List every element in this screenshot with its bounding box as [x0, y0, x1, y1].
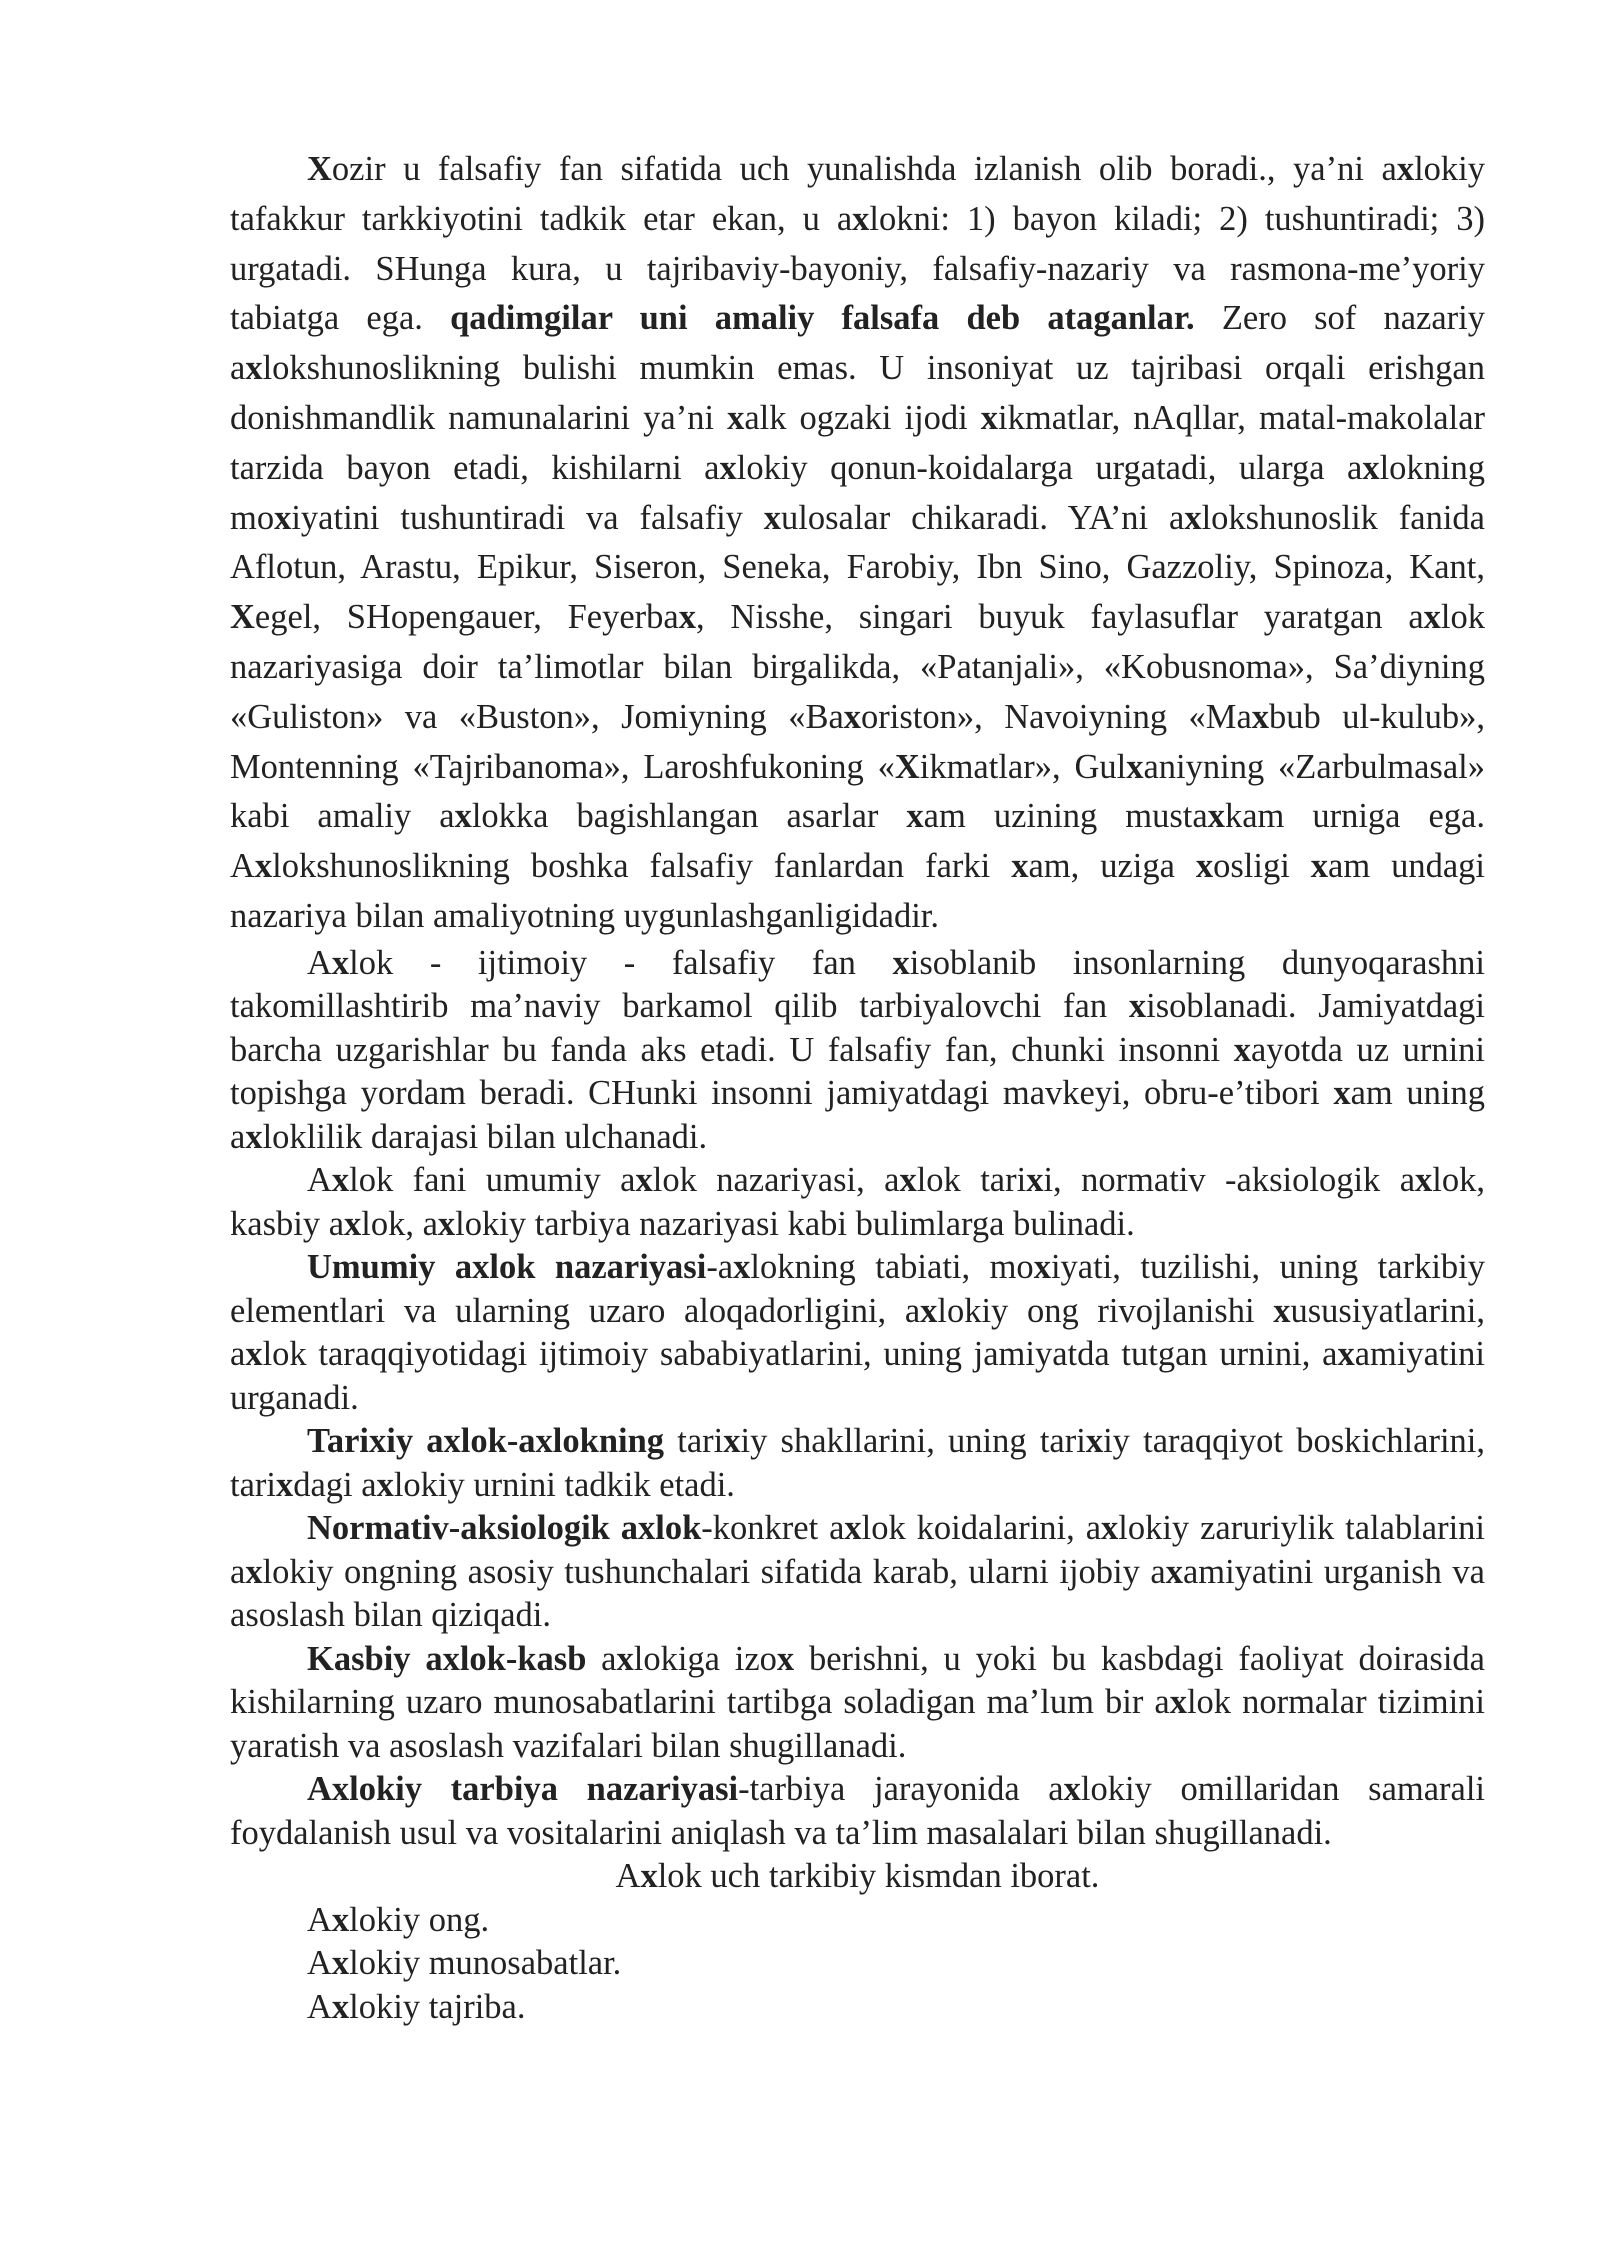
text-run: aniyning «Zarbulmasal» kabi amaliy a	[230, 747, 1485, 836]
bold-text: Tarixiy axlok-axlokning	[307, 1422, 665, 1461]
text-run: A	[307, 943, 332, 982]
bold-text: x	[1011, 847, 1029, 886]
paragraph-general-theory	[230, 1246, 1485, 1420]
bold-text: x	[920, 1291, 938, 1330]
bold-text: x	[776, 1639, 795, 1678]
text-run: lokiy omillaridan samarali foydalanish usul va vositalarini aniqlash va ta’lim masalalari bilan shugillanadi.	[230, 1770, 1486, 1852]
text-run: am undagi nazariya bilan amaliyotning uygunlashganligidadir.	[230, 847, 1486, 935]
text-run: egel, SHopengauer, Feyerba	[254, 598, 679, 637]
text-run: lokiy tarbiya nazariyasi kabi bulimlarga bulinadi.	[455, 1204, 1135, 1243]
bold-text: x	[454, 797, 472, 836]
text-run: tari	[664, 1422, 724, 1461]
text-run: lokiga izo	[633, 1639, 777, 1678]
bold-text: X	[230, 598, 255, 637]
text-run: lokiy urnini tadkik etadi.	[393, 1465, 735, 1504]
text-run: ikmatlar, nAqllar, matal-makolalar tarzida bayon etadi, kishilarni a	[230, 398, 1485, 487]
section-heading	[230, 1855, 1485, 1899]
bold-text: X	[894, 747, 920, 786]
paragraph-normative-ethics	[230, 1507, 1485, 1638]
text-run: lokni: 1) bayon kiladi; 2) tushuntiradi; 3) urgatadi. SHunga kura, u tajribaviy-bayoniy, falsafiy-nazariy va rasmona-me’yoriy tabiatga ega.	[230, 199, 1485, 338]
bold-text: x	[254, 847, 273, 886]
bold-text: x	[892, 943, 910, 982]
text-run: ozir u falsafiy fan sifatida uch yunalishda izlanish olib boradi., ya’ni a	[331, 150, 1397, 188]
bold-text: x	[331, 1944, 350, 1983]
bold-text: x	[1423, 598, 1441, 637]
text-run: lokiy ongning asosiy tushunchalari sifatida karab, ularni ijobiy a	[262, 1552, 1166, 1591]
paragraph-intro	[230, 145, 1485, 942]
bold-text: x	[1184, 498, 1202, 537]
bold-text: x	[1165, 1552, 1183, 1591]
bold-text: x	[1101, 1509, 1119, 1548]
text-run: lokiy zaruriylik talablarini a	[230, 1509, 1486, 1591]
bold-text: x	[1085, 1422, 1104, 1461]
list-item	[230, 1899, 1485, 1943]
text-run: berishni, u yoki bu kasbdagi faoliyat doirasida kishilarning uzaro munosabatlarini tartibga soladigan ma’lum bir a	[230, 1639, 1485, 1722]
text-run: iyati, tuzilishi, uning tarkibiy elementlari va ularning uzaro aloqadorligini, a	[230, 1248, 1485, 1330]
text-run: A	[307, 1944, 332, 1983]
bold-text: x	[723, 1422, 741, 1461]
text-run: lok koidalarini, a	[861, 1509, 1102, 1548]
bold-text: x	[376, 1465, 394, 1504]
bold-text: x	[1333, 1074, 1351, 1113]
bold-text: x	[1233, 1030, 1251, 1069]
bold-text: qadimgilar uni amaliy falsafa deb ataganlar.	[450, 299, 1195, 338]
text-run: lokiy ong.	[349, 1900, 490, 1939]
text-run: lok uch tarkibiy kismdan iborat.	[657, 1857, 1100, 1896]
bold-text: x	[616, 1639, 634, 1678]
text-run: lokiy qonun-koidalarga urgatadi, ularga a	[736, 448, 1363, 487]
bold-text: Axlokiy tarbiya nazariyasi	[307, 1770, 739, 1809]
text-run: A	[307, 1900, 332, 1939]
bold-text: x	[1026, 1161, 1044, 1200]
text-run: -tarbiya jarayonida a	[738, 1770, 1064, 1809]
bold-text: x	[1415, 1161, 1433, 1200]
text-run: am uning a	[230, 1074, 1486, 1156]
text-run: lok taraqqiyotidagi ijtimoiy sababiyatlarini, uning jamiyatda tutgan urnini, a	[262, 1335, 1338, 1374]
text-run: lokshunoslikning bulishi mumkin emas. U insoniyat uz tajribasi orqali erishgan donishmandlik namunalarini ya’ni	[230, 349, 1485, 437]
text-run: am, uziga	[1028, 847, 1196, 886]
text-run: isoblanadi. Jamiyatdagi barcha uzgarishlar bu fanda aks etadi. U falsafiy fan, chunki insonni	[230, 987, 1485, 1069]
text-run: lokning mo	[230, 448, 1486, 537]
paragraph-professional-ethics	[230, 1638, 1485, 1769]
text-run: lokiy tafakkur tarkkiyotini tadkik etar ekan, u a	[230, 150, 1485, 238]
text-run: lok, a	[361, 1204, 438, 1243]
text-run: A	[307, 1987, 332, 2026]
text-run: lok - ijtimoiy - falsafiy fan	[349, 943, 893, 982]
paragraph-axlok-definition	[230, 942, 1485, 1160]
bold-text: x	[1207, 797, 1225, 836]
bold-text: x	[852, 199, 870, 238]
bold-text: x	[1128, 987, 1147, 1026]
bold-text: x	[844, 1509, 862, 1548]
bold-text: x	[245, 349, 263, 388]
list-item	[230, 1986, 1485, 2030]
text-run: alk ogzaki ijodi	[744, 398, 981, 437]
text-run: amiyatini urganadi.	[230, 1335, 1485, 1417]
text-run: iyatini tushuntiradi va falsafiy	[291, 498, 764, 537]
text-run: ayotda uz urnini topishga yordam beradi. CHunki insonni jamiyatdagi mavkeyi, obru-e’tibori	[230, 1030, 1485, 1113]
bold-text: x	[1310, 847, 1329, 886]
bold-text: x	[331, 1161, 350, 1200]
text-run: ikmatlar», Gul	[919, 747, 1127, 786]
text-run: lokiy munosabatlar.	[349, 1944, 622, 1983]
text-run: oriston», Navoiyning «Ma	[861, 697, 1252, 736]
text-run: lokiy tajriba.	[349, 1987, 526, 2026]
text-run: a	[586, 1639, 617, 1678]
bold-text: x	[331, 1987, 350, 2026]
bold-text: x	[245, 1117, 263, 1156]
text-run: kam urniga ega. A	[230, 797, 1485, 886]
text-run: -a	[706, 1248, 734, 1287]
document-page	[230, 145, 1485, 2029]
text-run: lok normalar tizimini yaratish va asoslash vazifalari bilan shugillanadi.	[230, 1683, 1485, 1765]
bold-text: x	[245, 1335, 263, 1374]
bold-text: x	[1126, 747, 1144, 786]
text-run: lok nazariyasiga doir ta’limotlar bilan birgalikda, «Patanjali», «Kobusnoma», Sa’diyning «Guliston» va «Buston», Jomiyning «Ba	[230, 598, 1485, 736]
bold-text: x	[733, 1248, 751, 1287]
bold-text: x	[275, 1465, 294, 1504]
paragraph-axlok-sections	[230, 1159, 1485, 1246]
bold-text: x	[980, 398, 999, 437]
bold-text: x	[635, 1161, 653, 1200]
bold-text: x	[1195, 847, 1214, 886]
bold-text: x	[1033, 1248, 1051, 1287]
text-run: -konkret a	[701, 1509, 845, 1548]
bold-text: x	[640, 1857, 658, 1896]
bold-text: x	[1063, 1770, 1081, 1809]
bold-text: x	[843, 697, 862, 736]
bold-text: x	[1169, 1683, 1187, 1722]
bold-text: x	[1251, 697, 1270, 736]
text-run: A	[615, 1857, 641, 1896]
bold-text: x	[274, 498, 292, 537]
text-run: iy taraqqiyot boskichlarini, tari	[230, 1422, 1485, 1504]
bold-text: x	[331, 1900, 350, 1939]
bold-text: Kasbiy axlok-kasb	[307, 1639, 587, 1678]
text-run: lokshunoslikning boshka falsafiy fanlardan farki	[272, 847, 1012, 886]
text-run: ususiyatlarini, a	[230, 1291, 1485, 1374]
text-run: i, normativ -aksiologik a	[1043, 1161, 1416, 1200]
bold-text: X	[307, 150, 332, 188]
bold-text: x	[245, 1552, 263, 1591]
bold-text: x	[344, 1204, 362, 1243]
text-run: lok tari	[916, 1161, 1027, 1200]
text-run: isoblanib insonlarning dunyoqarashni takomillashtirib ma’naviy barkamol qilib tarbiyalovchi fan	[230, 943, 1485, 1026]
bold-text: x	[678, 598, 696, 637]
text-run: lokshunoslik fanida Aflotun, Arastu, Epikur, Siseron, Seneka, Farobiy, Ibn Sino, Gazzoliy, Spinoza, Kant,	[230, 498, 1485, 587]
text-run: ulosalar chikaradi. YA’ni a	[781, 498, 1185, 537]
bold-text: x	[906, 797, 924, 836]
text-run: lokiy ong rivojlanishi	[937, 1291, 1274, 1330]
bold-text: x	[1337, 1335, 1355, 1374]
bold-text: Normativ-aksiologik axlok	[307, 1509, 702, 1548]
text-run: dagi a	[293, 1465, 377, 1504]
text-run: amiyatini urganish va asoslash bilan qiziqadi.	[230, 1552, 1485, 1635]
paragraph-moral-education-theory	[230, 1768, 1485, 1855]
text-run: , Nisshe, singari buyuk faylasuflar yaratgan a	[695, 598, 1424, 637]
bold-text: x	[727, 398, 745, 437]
text-run: am uzining musta	[923, 797, 1208, 836]
text-run: lokka bagishlangan asarlar	[471, 797, 907, 836]
bold-text: Umumiy axlok nazariyasi	[307, 1248, 707, 1287]
bold-text: x	[1396, 150, 1415, 188]
text-run: lok nazariyasi, a	[652, 1161, 900, 1200]
text-run: iy shakllarini, uning tari	[740, 1422, 1086, 1461]
text-run: A	[307, 1161, 332, 1200]
text-run: bub ul-kulub», Montenning «Tajribanoma», Laroshfukoning «	[230, 697, 1485, 786]
text-run: Zero sof nazariy a	[230, 299, 1485, 388]
text-run: lokning tabiati, mo	[750, 1248, 1034, 1287]
list-item	[230, 1942, 1485, 1986]
paragraph-historical-ethics	[230, 1420, 1485, 1507]
text-run: lok, kasbiy a	[230, 1161, 1485, 1243]
bold-text: x	[437, 1204, 456, 1243]
text-run: lok fani umumiy a	[349, 1161, 636, 1200]
bold-text: x	[331, 943, 350, 982]
bold-text: x	[763, 498, 782, 537]
text-run: osligi	[1213, 847, 1311, 886]
bold-text: x	[899, 1161, 917, 1200]
bold-text: x	[719, 448, 737, 487]
text-run: loklilik darajasi bilan ulchanadi.	[262, 1117, 708, 1156]
bold-text: x	[1362, 448, 1380, 487]
bold-text: x	[1273, 1291, 1291, 1330]
